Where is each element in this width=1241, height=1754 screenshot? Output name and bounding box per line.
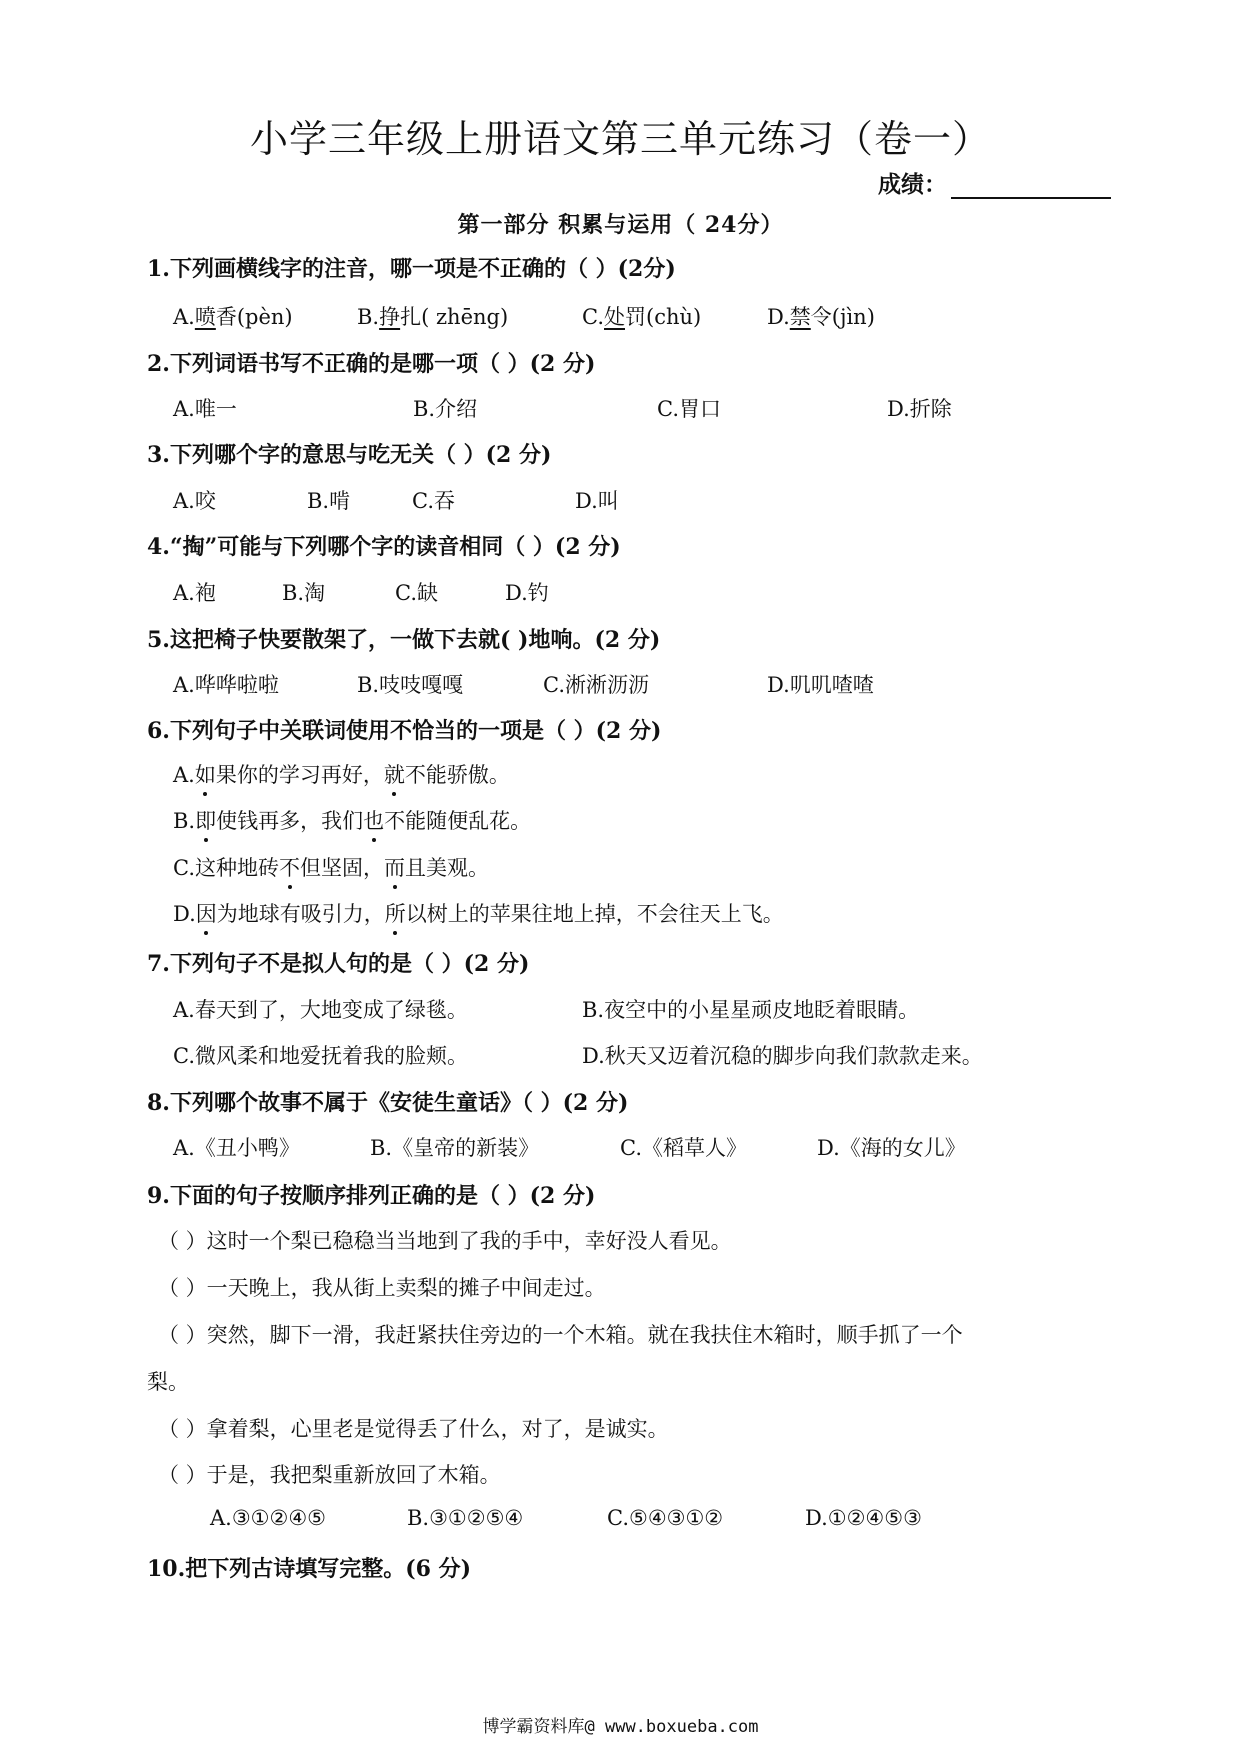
- question-7-stem: 7.下列句子不是拟人句的是（ ）(2 分): [147, 951, 530, 977]
- question-9-sentence-4: （ ）拿着梨，心里老是觉得丢了什么，对了，是诚实。: [158, 1417, 669, 1441]
- question-4-stem: 4.“掏”可能与下列哪个字的读音相同（ ）(2 分): [147, 534, 621, 560]
- question-5-option-c: C.淅淅沥沥: [543, 673, 649, 697]
- question-9-option-a: A.③①②④⑤: [210, 1506, 326, 1530]
- question-7-option-a: A.春天到了，大地变成了绿毯。: [173, 998, 468, 1022]
- question-9-option-c: C.⑤④③①②: [607, 1506, 724, 1530]
- question-3-option-d: D.叫: [575, 489, 619, 513]
- question-3-option-c: C.吞: [412, 489, 455, 513]
- question-1-stem: 1.下列画横线字的注音，哪一项是不正确的（ ）(2分): [147, 256, 676, 282]
- question-2-option-d: D.折除: [887, 397, 952, 421]
- question-5-option-d: D.叽叽喳喳: [767, 673, 874, 697]
- question-6-option-d: D.因为地球有吸引力，所以树上的苹果往地上掉，不会往天上飞。: [173, 898, 784, 928]
- question-9-option-d: D.①②④⑤③: [805, 1506, 922, 1530]
- question-4-option-b: B.淘: [282, 581, 326, 605]
- question-2-option-c: C.胃口: [657, 397, 721, 421]
- question-7-option-c: C.微风柔和地爱抚着我的脸颊。: [173, 1044, 468, 1068]
- question-5-stem: 5.这把椅子快要散架了，一做下去就( )地响。(2 分): [147, 627, 661, 653]
- question-8-option-a: A.《丑小鸭》: [173, 1136, 300, 1160]
- question-7-option-d: D.秋天又迈着沉稳的脚步向我们款款走来。: [582, 1044, 983, 1068]
- question-9-sentence-3: （ ）突然，脚下一滑，我赶紧扶住旁边的一个木箱。就在我扶住木箱时，顺手抓了一个: [158, 1323, 963, 1347]
- question-2-stem: 2.下列词语书写不正确的是哪一项（ ）(2 分): [147, 351, 596, 377]
- question-3-option-a: A.咬: [173, 489, 216, 513]
- question-8-option-d: D.《海的女儿》: [817, 1136, 966, 1160]
- footer-watermark: 博学霸资料库@ www.boxueba.com: [482, 1717, 759, 1737]
- section-title: 第一部分 积累与运用（ 24分）: [457, 212, 784, 238]
- question-5-option-a: A.哗哗啦啦: [173, 673, 279, 697]
- question-2-option-a: A.唯一: [173, 397, 237, 421]
- question-3-option-b: B.啃: [307, 489, 351, 513]
- score-blank[interactable]: [951, 173, 1111, 199]
- question-4-option-c: C.缺: [395, 581, 438, 605]
- question-7-option-b: B.夜空中的小星星顽皮地眨着眼睛。: [582, 998, 920, 1022]
- question-4-option-d: D.钓: [505, 581, 549, 605]
- question-8-option-c: C.《稻草人》: [620, 1136, 747, 1160]
- question-5-option-b: B.吱吱嘎嘎: [357, 673, 464, 697]
- score-field: [878, 166, 1111, 199]
- question-9-option-b: B.③①②⑤④: [407, 1506, 524, 1530]
- question-9-stem: 9.下面的句子按顺序排列正确的是（ ）(2 分): [147, 1183, 596, 1209]
- question-9-sentence-5: （ ）于是，我把梨重新放回了木箱。: [158, 1463, 501, 1487]
- question-10-stem: 10.把下列古诗填写完整。(6 分): [147, 1556, 472, 1582]
- question-6-stem: 6.下列句子中关联词使用不恰当的一项是（ ）(2 分): [147, 718, 662, 744]
- question-1-option-a: A.喷香(pèn): [173, 305, 293, 329]
- question-1-option-b: B.挣扎( zhēng): [357, 305, 509, 329]
- question-8-option-b: B.《皇帝的新装》: [370, 1136, 540, 1160]
- question-9-sentence-2: （ ）一天晚上，我从街上卖梨的摊子中间走过。: [158, 1276, 606, 1300]
- question-1-option-c: C.处罚(chù): [582, 305, 702, 329]
- score-label: 成绩：: [878, 171, 947, 198]
- question-4-option-a: A.袍: [173, 581, 216, 605]
- page-title: 小学三年级上册语文第三单元练习（卷一）: [249, 117, 991, 161]
- question-6-option-a: A.如果你的学习再好，就不能骄傲。: [173, 759, 510, 789]
- question-9-sentence-1: （ ）这时一个梨已稳稳当当地到了我的手中，幸好没人看见。: [158, 1229, 732, 1253]
- question-1-option-d: D.禁令(jìn): [767, 305, 875, 329]
- question-6-option-b: B.即使钱再多，我们也不能随便乱花。: [173, 805, 531, 835]
- question-9-sentence-3-wrap: 梨。: [147, 1370, 189, 1394]
- question-8-stem: 8.下列哪个故事不属于《安徒生童话》（ ）(2 分): [147, 1090, 629, 1116]
- question-2-option-b: B.介绍: [413, 397, 478, 421]
- question-6-option-c: C.这种地砖不但坚固，而且美观。: [173, 852, 489, 882]
- question-3-stem: 3.下列哪个字的意思与吃无关（ ）(2 分): [147, 442, 552, 468]
